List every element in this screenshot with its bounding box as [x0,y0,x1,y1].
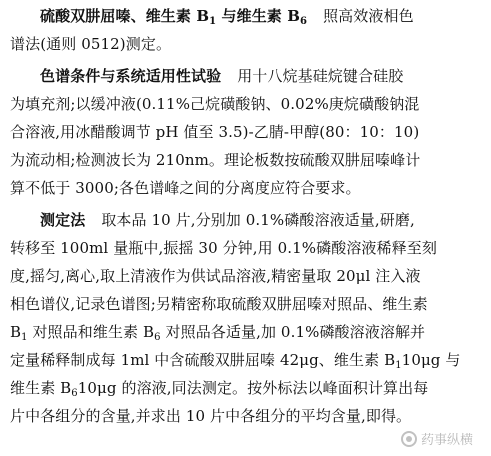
method-line-3: 度,摇匀,离心,取上清液作为供试品溶液,精密量取 20μl 注入液 [10,267,421,285]
method-title: 测定法 [40,211,86,229]
heading-line-2: 谱法(通则 0512)测定。 [10,35,172,53]
watermark-text: 药事纵横 [420,433,473,448]
method-line-5: $B_1$ 对照品和维生素 $B_6$ 对照品各适量,加 0.1%磷酸溶液溶解并 [10,323,426,343]
conditions-line-1: 色谱条件与系统适用性试验 用十八烷基硅烷键合硅胶 [40,67,404,85]
method-line-6: 定量稀释制成每 1ml 中含硫酸双肼屈嗪 42μg、维生素 $B_110\mu g$ 与 [10,351,461,371]
method-line-2: 转移至 100ml 量瓶中,振摇 30 分钟,用 0.1%磷酸溶液稀释至刻 [10,239,437,257]
method-line-8: 片中各组分的含量,并求出 10 片中各组分的平均含量,即得。 [10,407,412,425]
watermark-logo-icon [401,431,417,447]
conditions-line-4: 为流动相;检测波长为 210nm。理论板数按硫酸双肼屈嗪峰计 [10,151,421,169]
conditions-line-3: 合溶液,用冰醋酸调节 pH 值至 3.5)-乙腈-甲醇(80：10：10) [10,123,420,141]
conditions-line-5: 算不低于 3000;各色谱峰之间的分离度应符合要求。 [10,179,361,197]
watermark [401,429,473,448]
method-line-7: 维生素 $B_610\mu g$ 的溶液,同法测定。按外标法以峰面积计算出每 [10,379,429,399]
conditions-title: 色谱条件与系统适用性试验 [40,67,222,85]
method-line-4: 相色谱仪,记录色谱图;另精密称取硫酸双肼屈嗪对照品、维生素 [10,295,428,313]
method-line-1: 测定法 取本品 10 片,分别加 0.1%磷酸溶液适量,研磨, [40,211,415,229]
heading-line-1 [40,6,414,26]
conditions-line-2: 为填充剂;以缓冲液(0.11%己烷磺酸钠、0.02%庚烷磺酸钠混 [10,95,420,113]
heading-method-ref: 照高效液相色 [323,7,414,25]
heading-title: 硫酸双肼屈嗪、维生素 $B_1$ 与维生素 $B_6$ [40,7,308,27]
